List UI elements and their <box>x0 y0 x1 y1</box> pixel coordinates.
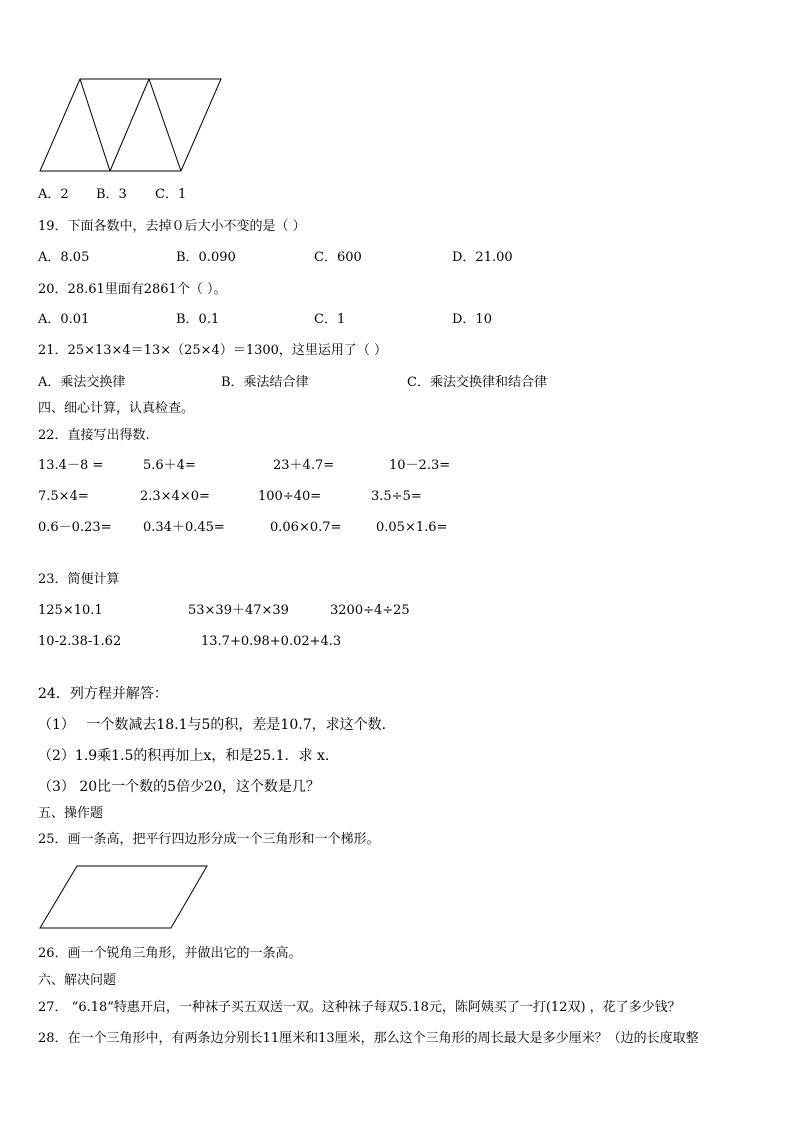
q27-stem: 27． “6.18”特惠开启，一种袜子买五双送一双。这种袜子每双5.18元，陈阿姨买了一打(12双) ，花了多少钱？ <box>38 1000 681 1015</box>
q22-r1c4: 10－2.3= <box>389 458 451 473</box>
q19-stem: 19．下面各数中，去掉０后大小不变的是（ ） <box>38 219 306 234</box>
q20-stem: 20．28.61里面有2861个（ ）。 <box>38 282 227 297</box>
q22-r1c3: 23＋4.7= <box>273 458 335 473</box>
q21-option-a: A．乘法交换律 <box>38 375 126 390</box>
q22-r1c2: 5.6＋4= <box>143 458 196 473</box>
q22-r3c2: 0.34＋0.45= <box>143 520 225 535</box>
q21-option-b: B．乘法结合律 <box>221 375 309 390</box>
q23-stem: 23．简便计算 <box>38 572 120 587</box>
q20-option-c: C．1 <box>314 312 346 327</box>
q22-r2c1: 7.5×4= <box>38 489 89 504</box>
q22-r1c1: 13.4－8 = <box>38 458 104 473</box>
q19-option-a: A．8.05 <box>38 250 90 265</box>
q24-stem: 24．列方程并解答： <box>38 686 168 702</box>
q23-r2c1: 10-2.38-1.62 <box>38 634 122 649</box>
section6-heading: 六、解决问题 <box>38 973 117 988</box>
q20-option-d: D．10 <box>452 312 492 327</box>
q22-r2c4: 3.5÷5= <box>371 489 422 504</box>
q18-option-b: B．3 <box>96 187 127 202</box>
q18-option-c: C．1 <box>155 187 187 202</box>
q22-r3c4: 0.05×1.6= <box>376 520 448 535</box>
q22-r3c1: 0.6－0.23= <box>38 520 112 535</box>
q24-item-3: （3） 20比一个数的5倍少20，这个数是几？ <box>38 779 320 795</box>
q28-stem: 28．在一个三角形中，有两条边分别长11厘米和13厘米，那么这个三角形的周长最大是多少厘米？（边的长度取整 <box>38 1031 699 1046</box>
q19-option-d: D．21.00 <box>452 250 513 265</box>
q19-option-b: B．0.090 <box>176 250 236 265</box>
q22-r2c3: 100÷40= <box>258 489 322 504</box>
q20-option-b: B．0.1 <box>176 312 220 327</box>
q24-item-2: （2）1.9乘1.5的积再加上x，和是25.1．求 x. <box>38 748 330 764</box>
q23-r1c3: 3200÷4÷25 <box>330 603 410 618</box>
q25-stem: 25．画一条高，把平行四边形分成一个三角形和一个梯形。 <box>38 832 380 847</box>
section4-heading: 四、细心计算，认真检查。 <box>38 401 195 416</box>
q21-stem: 21．25×13×4＝13×（25×4）＝1300，这里运用了（ ） <box>38 343 388 358</box>
q21-option-c: C．乘法交换律和结合律 <box>407 375 547 390</box>
q22-r3c3: 0.06×0.7= <box>270 520 342 535</box>
q19-option-c: C．600 <box>314 250 362 265</box>
q23-r2c2: 13.7+0.98+0.02+4.3 <box>201 634 342 649</box>
section5-heading: 五、操作题 <box>38 806 104 821</box>
q18-option-a: A．2 <box>38 187 69 202</box>
q22-stem: 22．直接写出得数. <box>38 428 150 443</box>
q22-r2c2: 2.3×4×0= <box>140 489 210 504</box>
q20-option-a: A．0.01 <box>38 312 90 327</box>
parallelogram-outline <box>40 866 207 928</box>
q23-r1c1: 125×10.1 <box>38 603 103 618</box>
q26-stem: 26．画一个锐角三角形，并做出它的一条高。 <box>38 946 302 961</box>
q24-item-1: （1） 一个数减去18.1与5的积，差是10.7，求这个数. <box>38 717 387 733</box>
q23-r1c2: 53×39＋47×39 <box>188 603 289 618</box>
